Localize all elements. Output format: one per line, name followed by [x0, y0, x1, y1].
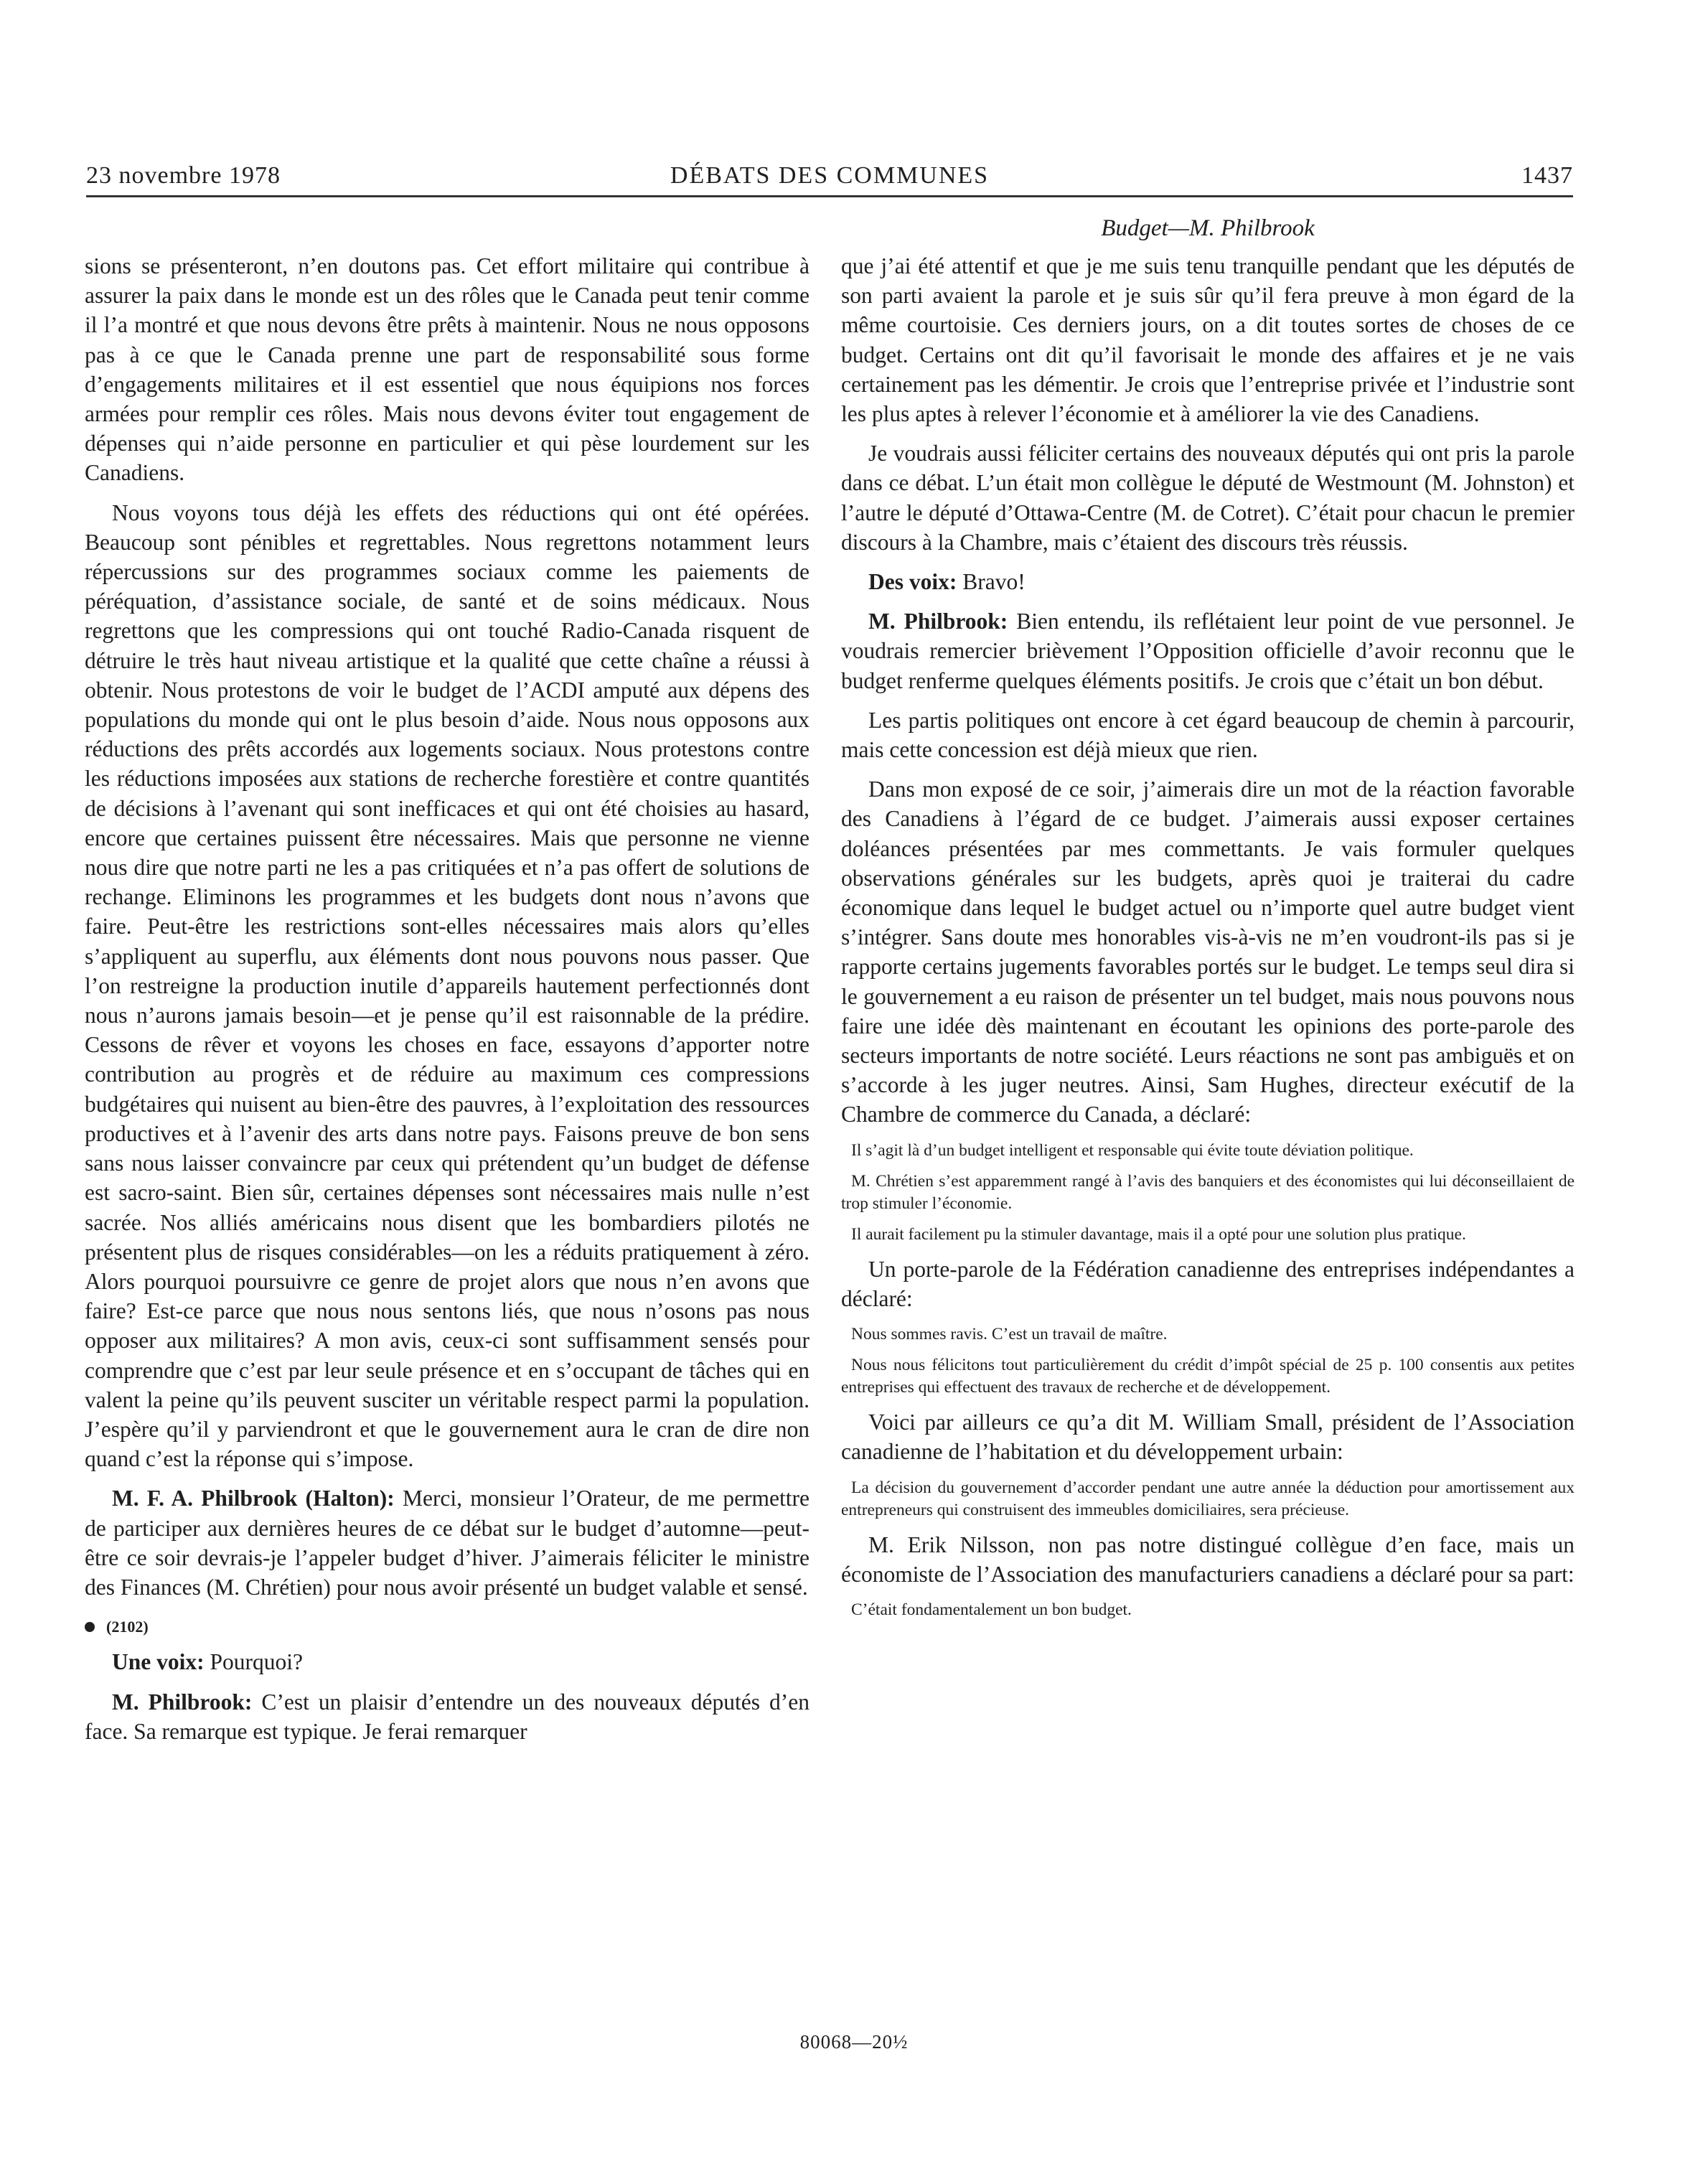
block-quote: Nous nous félicitons tout particulièrement du crédit d’impôt spécial de 25 p. 100 consentis aux petites entreprises qui effectuent des travaux de recherche et de développement.	[841, 1356, 1575, 1397]
speaker-name: M. Philbrook:	[868, 609, 1008, 634]
speech-paragraph	[85, 1483, 810, 1602]
paragraph: Je voudrais aussi féliciter certains des nouveaux députés qui ont pris la parole dans ce débat. L’un était mon collègue le député de Westmount (M. Johnston) et l’autre le député d’Ottawa-Centre (M. de Cotret). C’était pour chacun le premier discours à la Chambre, mais c’étaient des discours très réussis.	[841, 441, 1575, 555]
paragraph: que j’ai été attentif et que je me suis tenu tranquille pendant que les députés de son parti avaient la parole et je suis sûr qu’il fera preuve à mon égard de la même courtoisie. Ces derniers jours, on a dit toutes sortes de choses de ce budget. Certains ont dit qu’il favorisait le monde des affaires et je ne vais certainement pas les démentir. Je crois que l’entreprise privée et l’industrie sont les plus aptes à relever l’économie et à améliorer la vie des Canadiens.	[841, 253, 1575, 427]
speaker-name: Une voix:	[112, 1649, 205, 1675]
paragraph: Les partis politiques ont encore à cet égard beaucoup de chemin à parcourir, mais cette concession est déjà mieux que rien.	[841, 707, 1575, 763]
paragraph: sions se présenteront, n’en doutons pas. Cet effort militaire qui contribue à assurer la paix dans le monde est un des rôles que le Canada peut tenir comme il l’a montré et que nous devons être prêts à maintenir. Nous ne nous opposons pas à ce que le Canada prenne une part de responsabilité sous forme d’engagements militaires et il est essentiel que nous équipions nos forces armées pour remplir ces rôles. Mais nous devons éviter tout engagement de dépenses qui n’aide personne en particulier et qui pèse lourdement sur les Canadiens.	[85, 253, 810, 486]
paragraph: M. Erik Nilsson, non pas notre distingué collègue d’en face, mais un économiste de l’Association des manufacturiers canadiens a déclaré pour sa part:	[841, 1532, 1575, 1587]
speech-paragraph	[85, 1647, 810, 1676]
speech-paragraph	[841, 567, 1575, 596]
right-column	[841, 251, 1575, 1630]
page-number: 1437	[1521, 162, 1573, 189]
paragraph: Dans mon exposé de ce soir, j’aimerais dire un mot de la réaction favorable des Canadiens à l’égard de ce budget. J’aimerais aussi exposer certaines doléances présentées par mes commettants. Je vais formuler quelques observations générales sur les budgets, après quoi je traiterai du cadre économique dans lequel le budget actuel ou n’importe quel autre budget vient s’intégrer. Sans doute mes honorables vis-à-vis ne m’en voudront-ils pas si je rapporte certains jugements favorables portés sur le budget. Le temps seul dira si le gouvernement a eu raison de présenter un tel budget, mais nous pouvons nous faire une idée dès maintenant en écoutant les opinions des porte-parole des secteurs importants de notre société. Leurs réactions ne sont pas ambiguës et on s’accorde à les juger neutres. Ainsi, Sam Hughes, directeur exécutif de la Chambre de commerce du Canada, a déclaré:	[841, 777, 1575, 1127]
block-quote: Nous sommes ravis. C’est un travail de maître.	[851, 1325, 1168, 1344]
header-date: 23 novembre 1978	[86, 162, 281, 189]
header-title: DÉBATS DES COMMUNES	[670, 162, 990, 189]
speaker-name: Des voix:	[868, 569, 957, 595]
paragraph: Nous voyons tous déjà les effets des réductions qui ont été opérées. Beaucoup sont pénibles et regrettables. Nous regrettons notamment leurs répercussions sur des programmes sociaux comme les paiements de péréquation, d’assistance sociale, de santé et de soins médicaux. Nous regrettons que les compressions qui ont touché Radio-Canada risquent de détruire le très haut niveau artistique et la qualité que cette chaîne a réussi à obtenir. Nous protestons de voir le budget de l’ACDI amputé aux dépens des populations du monde qui ont le plus besoin d’aide. Nous nous opposons aux réductions des prêts accordés aux logements sociaux. Nous protestons contre les réductions imposées aux stations de recherche forestière et contre quantités de décisions à l’avenant qui sont inefficaces et qui ont été choisies au hasard, encore que certaines puissent être nécessaires. Mais que personne ne vienne nous dire que notre parti ne les a pas critiquées et n’a pas offert de solutions de rechange. Eliminons les programmes et les budgets dont nous n’avons que faire. Peut-être les restrictions sont-elles nécessaires mais alors qu’elles s’appliquent au superflu, aux éléments dont nous pouvons nous passer. Que l’on restreigne la production inutile d’appareils hautement perfectionnés dont nous n’aurons jamais besoin—et je pense qu’il est raisonnable de la prédire. Cessons de rêver et voyons les choses en face, essayons d’apporter notre contribution au progrès et de réduire au maximum ces compressions budgétaires qui nuisent au bien-être des pauvres, à l’exploitation des ressources productives et à l’avenir des arts dans notre pays. Faisons preuve de bon sens sans nous laisser convaincre par ceux qui prétendent qu’un budget de défense est sacro-saint. Bien sûr, certaines dépenses sont nécessaires mais nulle n’est sacrée. Nos alliés américains nous disent que les bombardiers pilotés ne présentent plus de risques considérables—on les a réduits pratiquement à zéro. Alors pourquoi poursuivre ce genre de projet alors que nous n’en avons que faire? Est-ce parce que nous nous sentons liés, que nous n’osons pas nous opposer aux militaires? A mon avis, ceux-ci sont suffisamment sensés pour comprendre que c’est par leur seule présence et en s’occupant de tâches qui en valent la peine qu’ils peuvent susciter un véritable respect parmi la population. J’espère qu’il y parviendront et que le gouvernement aura le cran de dire non quand c’est la réponse qui s’impose.	[85, 500, 810, 1472]
paragraph: Un porte-parole de la Fédération canadienne des entreprises indépendantes a déclaré:	[841, 1256, 1575, 1311]
speech-text: Bien entendu, ils reflétaient leur point de vue personnel. Je voudrais remercier brièvement l’Opposition officielle d’avoir reconnu que le budget renferme quelques éléments positifs. Je crois que c’était un bon début.	[841, 609, 1575, 693]
paragraph: Voici par ailleurs ce qu’a dit M. William Small, président de l’Association canadienne de l’habitation et du développement urbain:	[841, 1410, 1575, 1465]
running-head: Budget—M. Philbrook	[1101, 215, 1315, 241]
speech-text: Bravo!	[957, 569, 1026, 595]
time-marker	[85, 1612, 810, 1641]
bullet-icon	[85, 1622, 95, 1632]
page-header	[86, 158, 1573, 197]
left-column	[85, 251, 810, 1756]
speech-paragraph	[841, 606, 1575, 695]
block-quote: La décision du gouvernement d’accorder pendant une autre année la déduction pour amortissement aux entrepreneurs qui construisent des immeubles domiciliaires, sera précieuse.	[841, 1478, 1575, 1519]
speaker-name: M. F. A. Philbrook (Halton):	[112, 1486, 395, 1511]
speech-text: C’est un plaisir d’entendre un des nouveaux députés d’en face. Sa remarque est typique. Je ferai remarquer	[85, 1689, 810, 1744]
block-quote: Il aurait facilement pu la stimuler davantage, mais il a opté pour une solution plus pratique.	[851, 1224, 1466, 1244]
page-footer: 80068—20½	[799, 2031, 909, 2053]
block-quote: C’était fondamentalement un bon budget.	[851, 1600, 1132, 1619]
speaker-name: M. Philbrook:	[112, 1689, 253, 1715]
block-quote: Il s’agit là d’un budget intelligent et responsable qui évite toute déviation politique.	[851, 1140, 1414, 1160]
time-marker-text: (2102)	[106, 1618, 149, 1636]
speech-paragraph	[85, 1687, 810, 1746]
speech-text: Pourquoi?	[204, 1649, 303, 1675]
block-quote: M. Chrétien s’est apparemment rangé à l’avis des banquiers et des économistes qui lui déconseillaient de trop stimuler l’économie.	[841, 1171, 1575, 1213]
speech-text: Merci, monsieur l’Orateur, de me permettre de participer aux dernières heures de ce débat sur le budget d’automne—peut-être ce soir devrais-je l’appeler budget d’hiver. J’aimerais féliciter le ministre des Finances (M. Chrétien) pour nous avoir présenté un budget valable et sensé.	[85, 1486, 810, 1600]
